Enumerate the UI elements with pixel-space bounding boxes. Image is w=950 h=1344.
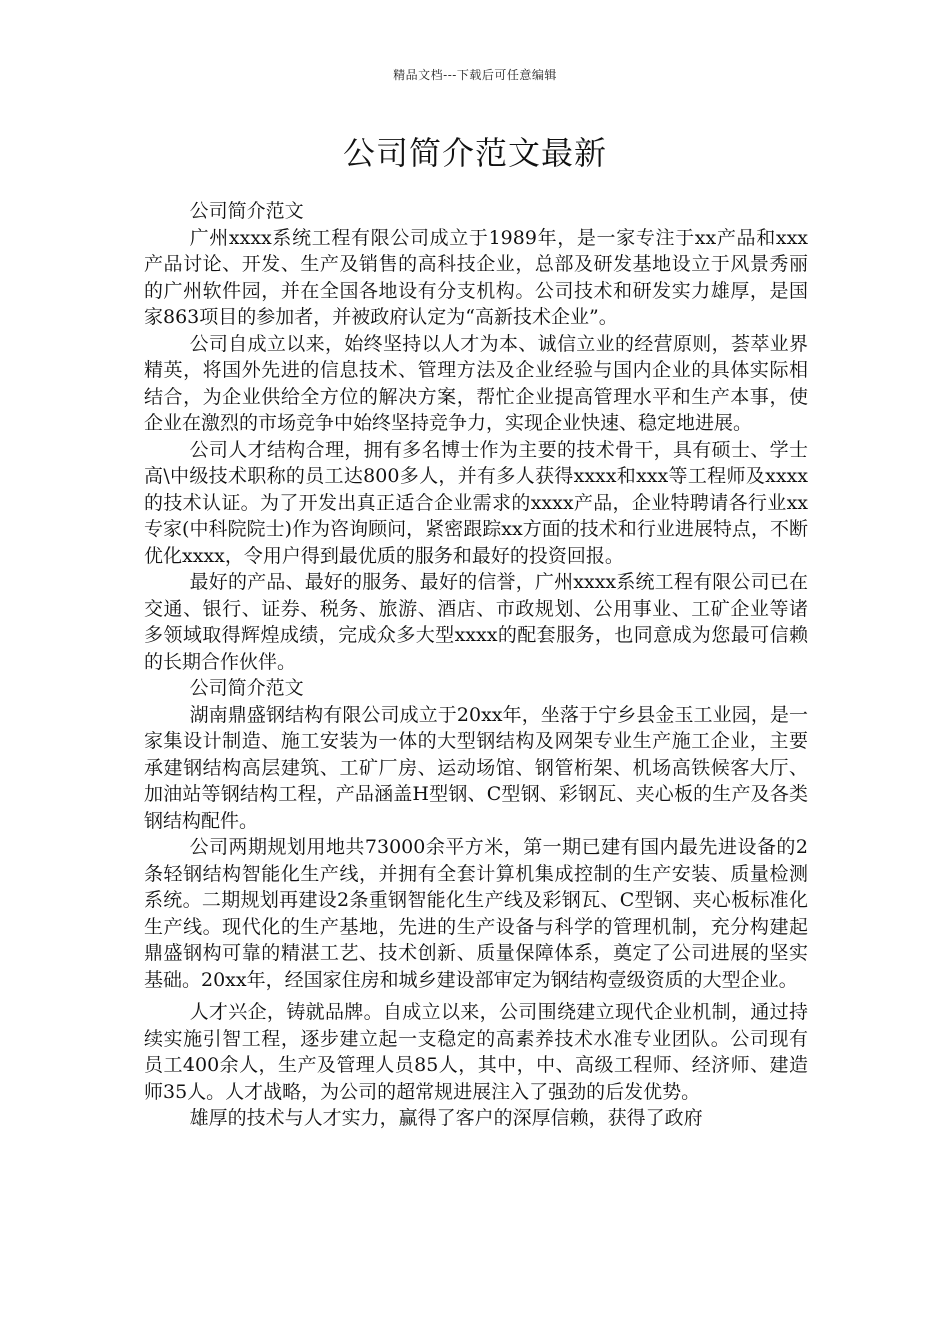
page-header: 精品文档---下载后可任意编辑	[393, 68, 557, 82]
document-body	[144, 198, 808, 1132]
body-paragraph: 人才兴企，铸就品牌。自成立以来，公司围绕建立现代企业机制，通过持续实施引智工程，逐步建立起一支稳定的高素养技术水准专业团队。公司现有员工400余人，生产及管理人员85人，其中，中、高级工程师、经济师、建造师35人。人才战略，为公司的超常规进展注入了强劲的后发优势。	[144, 1001, 808, 1103]
body-paragraph: 湖南鼎盛钢结构有限公司成立于20xx年，坐落于宁乡县金玉工业园，是一家集设计制造、施工安装为一体的大型钢结构及网架专业生产施工企业，主要承建钢结构高层建筑、工矿厂房、运动场馆、钢管桁架、机场高铁候客大厅、加油站等钢结构工程，产品涵盖H型钢、C型钢、彩钢瓦、夹心板的生产及各类钢结构配件。	[144, 703, 808, 832]
body-paragraph: 最好的产品、最好的服务、最好的信誉，广州xxxx系统工程有限公司已在交通、银行、证券、税务、旅游、酒店、市政规划、公用事业、工矿企业等诸多领域取得辉煌成绩，完成众多大型xxxx的配套服务，也同意成为您最可信赖的长期合作伙伴。	[144, 571, 808, 673]
document-title: 公司简介范文最新	[342, 134, 607, 172]
body-paragraph: 公司自成立以来，始终坚持以人才为本、诚信立业的经营原则，荟萃业界精英，将国外先进的信息技术、管理方法及企业经验与国内企业的具体实际相结合，为企业供给全方位的解决方案，帮忙企业提高管理水平和生产本事，使企业在激烈的市场竞争中始终坚持竞争力，实现企业快速、稳定地进展。	[144, 332, 808, 434]
body-paragraph: 公司人才结构合理，拥有多名博士作为主要的技术骨干，具有硕士、学士高\中级技术职称的员工达800多人，并有多人获得xxxx和xxx等工程师及xxxx的技术认证。为了开发出真正适合企业需求的xxxx产品，企业特聘请各行业xx专家(中科院院士)作为咨询顾问，紧密跟踪xx方面的技术和行业进展特点，不断优化xxxx，令用户得到最优质的服务和最好的投资回报。	[144, 438, 808, 567]
section-heading: 公司简介范文	[189, 677, 304, 699]
body-paragraph: 广州xxxx系统工程有限公司成立于1989年，是一家专注于xx产品和xxx产品讨论、开发、生产及销售的高科技企业，总部及研发基地设立于风景秀丽的广州软件园，并在全国各地设有分支机构。公司技术和研发实力雄厚，是国家863项目的参加者，并被政府认定为“高新技术企业”。	[144, 226, 808, 328]
body-paragraph: 雄厚的技术与人才实力，赢得了客户的深厚信赖，获得了政府	[189, 1107, 703, 1129]
body-paragraph: 公司两期规划用地共73000余平方米，第一期已建有国内最先进设备的2条轻钢结构智能化生产线，并拥有全套计算机集成控制的生产安装、质量检测系统。二期规划再建设2条重钢智能化生产线及彩钢瓦、C型钢、夹心板标准化生产线。现代化的生产基地，先进的生产设备与科学的管理机制，充分构建起鼎盛钢构可靠的精湛工艺、技术创新、质量保障体系，奠定了公司进展的坚实基础。20xx年，经国家住房和城乡建设部审定为钢结构壹级资质的大型企业。	[144, 836, 808, 991]
section-heading: 公司简介范文	[189, 200, 304, 222]
